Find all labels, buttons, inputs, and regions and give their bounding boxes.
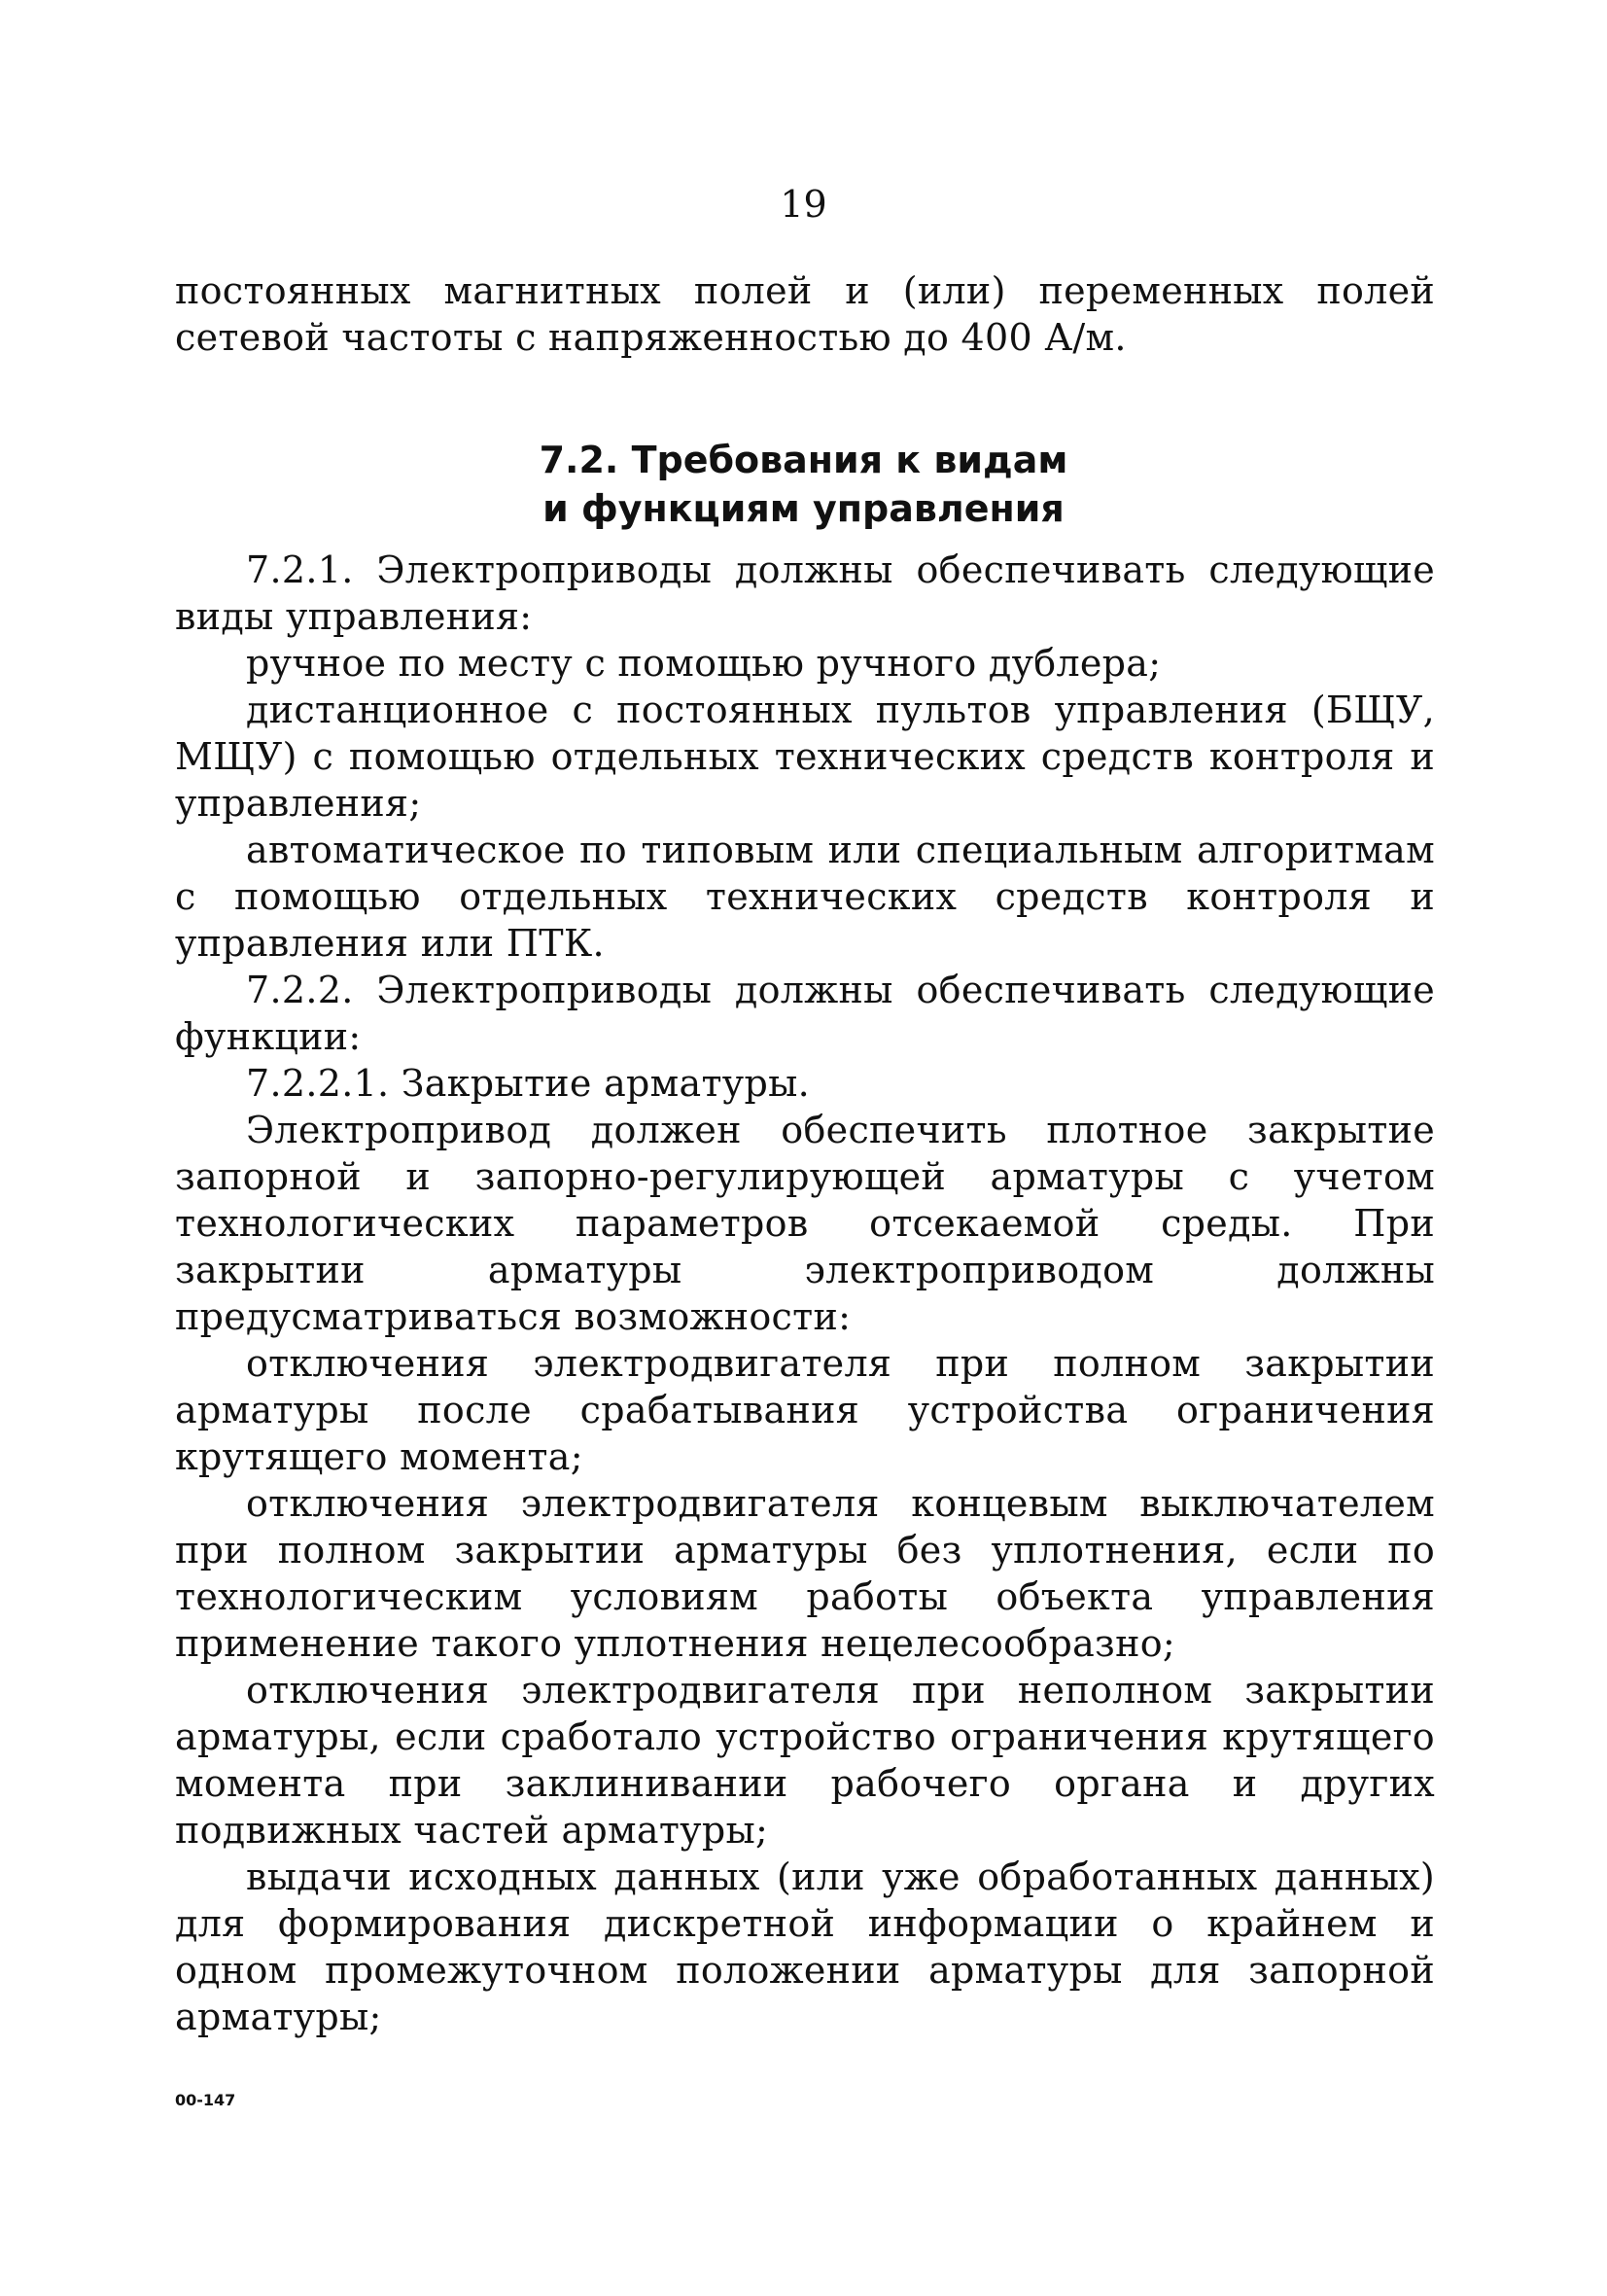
list-item-limit-switch-shutdown: отключения электродвигателя концевым выключателем при полном закрытии арматуры без уплотнения, если по технологическим условиям работы объекта управления применение такого уплотнения нецелесообразно; xyxy=(175,1482,1435,1665)
footer-code: 00-147 xyxy=(175,2091,236,2109)
paragraph-7-2-2-1: 7.2.2.1. Закрытие арматуры. xyxy=(246,1062,810,1105)
intro-paragraph-block xyxy=(175,267,1435,361)
section-heading xyxy=(0,436,1607,533)
list-item-remote-control: дистанционное с постоянных пультов управления (БЩУ, МЩУ) с помощью отдельных технических средств контроля и управления; xyxy=(175,689,1435,825)
paragraph-7-2-1: 7.2.1. Электроприводы должны обеспечивать следующие виды управления: xyxy=(175,548,1435,638)
list-item-automatic-control: автоматическое по типовым или специальным алгоритмам с помощью отдельных технических средств контроля и управления или ПТК. xyxy=(175,829,1435,965)
page-number: 19 xyxy=(780,183,827,226)
list-item-position-data: выдачи исходных данных (или уже обработанных данных) для формирования дискретной информации о крайнем и одном промежуточном положении арматуры для запорной арматуры; xyxy=(175,1855,1435,2038)
paragraph-closing-requirements: Электропривод должен обеспечить плотное закрытие запорной и запорно-регулирующей арматуры с учетом технологических параметров отсекаемой среды. При закрытии арматуры электроприводом должны предусматриваться возможности: xyxy=(175,1109,1435,1338)
list-item-manual-control: ручное по месту с помощью ручного дублера; xyxy=(246,642,1162,685)
section-body xyxy=(175,547,1435,2040)
paragraph-7-2-2: 7.2.2. Электроприводы должны обеспечивать следующие функции: xyxy=(175,969,1435,1058)
section-heading-line-1: 7.2. Требования к видам xyxy=(539,439,1068,481)
section-heading-line-2: и функциям управления xyxy=(542,487,1065,530)
list-item-torque-shutdown: отключения электродвигателя при полном закрытии арматуры после срабатывания устройства ограничения крутящего момента; xyxy=(175,1342,1435,1478)
intro-paragraph: постоянных магнитных полей и (или) переменных полей сетевой частоты с напряженностью до 400 А/м. xyxy=(175,269,1435,359)
list-item-jamming-shutdown: отключения электродвигателя при неполном закрытии арматуры, если сработало устройство ограничения крутящего момента при заклинивании рабочего органа и других подвижных частей арматуры; xyxy=(175,1669,1435,1852)
